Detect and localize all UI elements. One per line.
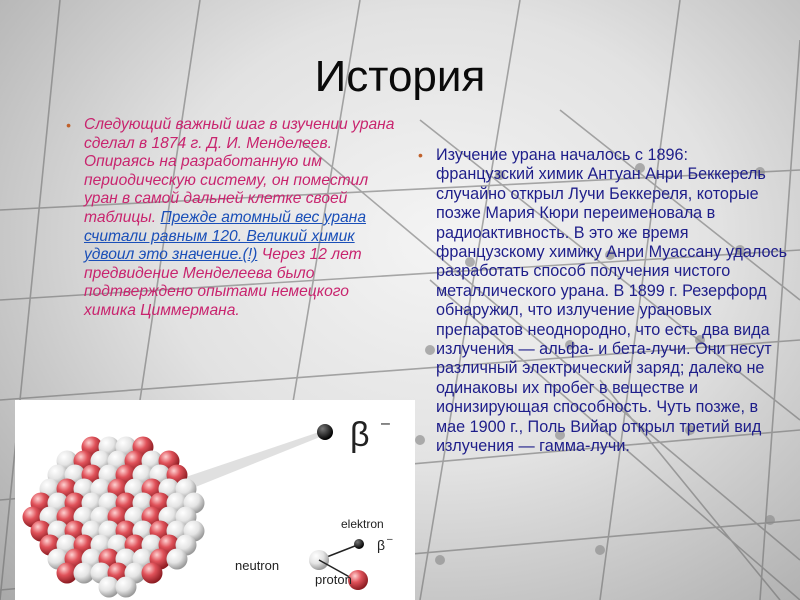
electron-icon (354, 539, 364, 549)
beta-particle-icon (317, 424, 333, 440)
left-text-part2: Через 12 лет предвидение Менделеева было подтверждено опытами немецкого химика Циммермана. (84, 246, 362, 319)
lattice-node (765, 515, 775, 525)
right-bullet-item: • Изучение урана началось с 1896: французский химик Антуан Анри Беккерель случайно открыл Лучи Беккереля, которые позже Мария Кюри переименовала в радиоактивность. В это же время французскому химику Анри Муассану удалось разработать способ получения чистого металлического урана. В 1899 г. Резерфорд обнаружил, что излучение урановых препаратов неоднородно, что есть два вида излучения — альфа- и бета-лучи. Они несут различный электрический заряд; далеко не одинаковы их пробег в веществе и ионизирующая способность. Чуть позже, в мае 1900 г., Поль Вийар открыл третий вид излучения — гамма-лучи. (418, 146, 788, 457)
neutron-sphere (167, 549, 188, 570)
lattice-node (435, 555, 445, 565)
left-bullet-item (66, 116, 396, 321)
electron-label: elektron (341, 517, 384, 531)
right-text-block (418, 146, 788, 457)
beta-decay-diagram (15, 400, 415, 600)
neutron-label: neutron (235, 558, 280, 573)
electron-beta-symbol: β (377, 537, 386, 553)
proton-sphere (142, 563, 163, 584)
beta-symbol: β (350, 416, 370, 454)
atomic-weight-link[interactable]: Прежде атомный вес урана считали равным 120. Великий химик удвоил это значение.(!) (84, 208, 367, 264)
page-title: История (314, 52, 486, 101)
lattice-node (595, 545, 605, 555)
electron-beta-sup: – (387, 534, 393, 545)
beta-minus-sup: – (381, 415, 390, 432)
proton-label: proton (315, 572, 352, 587)
left-text-part1: Следующий важный шаг в изучении урана сделал в 1874 г. Д. И. Менделеев. Опираясь на разработанную им периодическую систему, он поместил уран в самой дальней клетке своей таблицы. (84, 116, 395, 226)
neutron-sphere (116, 577, 137, 598)
left-text-block (66, 116, 396, 321)
